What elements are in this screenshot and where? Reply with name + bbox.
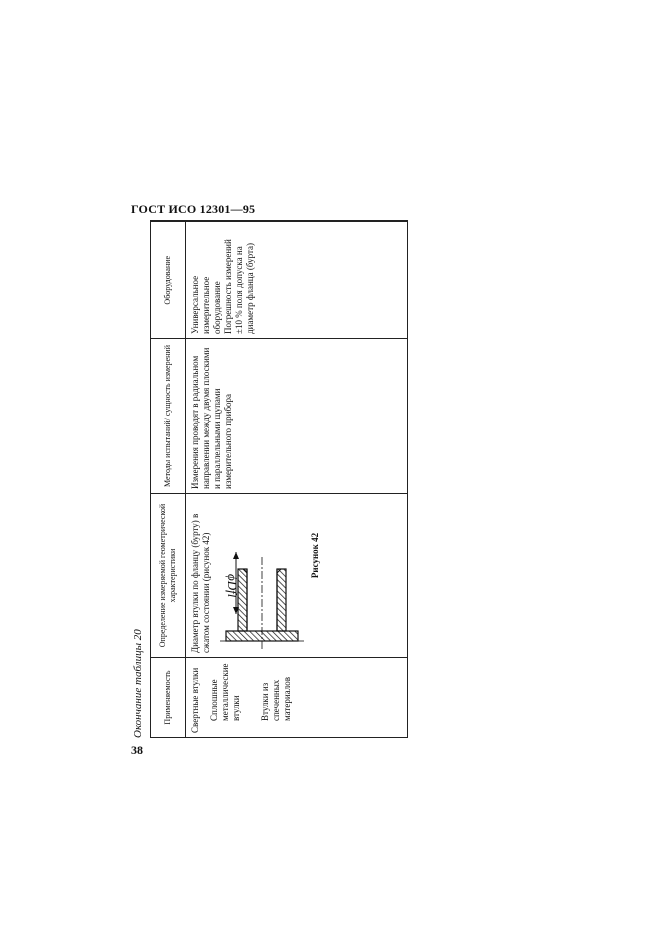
applicability-item: Сплошные металлические втулки xyxy=(209,663,241,721)
method-cell xyxy=(186,339,408,494)
definition-text: Диаметр втулки по фланцу (бурту) в сжатом состоянии (рисунок 42) xyxy=(190,513,211,653)
table-20 xyxy=(150,221,408,739)
column-header: Применяемость xyxy=(151,658,186,738)
equipment-item: Универсальное измерительное оборудование xyxy=(190,275,222,334)
page-number: 38 xyxy=(131,743,143,757)
applicability-item: Втулки из спеченных материалов xyxy=(260,677,292,721)
method-text: Измерения проводят в радиальном направлении между двумя плоскими и параллельными щупами измерительного прибора xyxy=(190,347,233,489)
table-row xyxy=(186,222,408,738)
equipment-cell xyxy=(186,222,408,339)
applicability-item: Свертные втулки xyxy=(190,667,200,733)
table-header-row xyxy=(151,222,186,738)
column-header: Методы испытаний/ сущность измерений xyxy=(151,339,186,494)
figure-caption: Рисунок 42 xyxy=(310,532,320,579)
rotated-table-frame xyxy=(132,222,410,738)
shell-wall-bottom xyxy=(277,569,286,631)
definition-cell xyxy=(186,494,408,658)
dimension-label: ϕDfl xyxy=(225,574,240,598)
column-header: Оборудование xyxy=(151,222,186,339)
column-header: Определение измеряемой геометрической характеристики xyxy=(151,494,186,658)
table-caption: Окончание таблицы 20 xyxy=(132,629,144,738)
document-header: ГОСТ ИСО 12301—95 xyxy=(131,202,256,216)
equipment-item: Погрешность измерений ±10 % поля допуска на диаметр фланца (бурта) xyxy=(223,239,255,334)
applicability-cell xyxy=(186,658,408,738)
